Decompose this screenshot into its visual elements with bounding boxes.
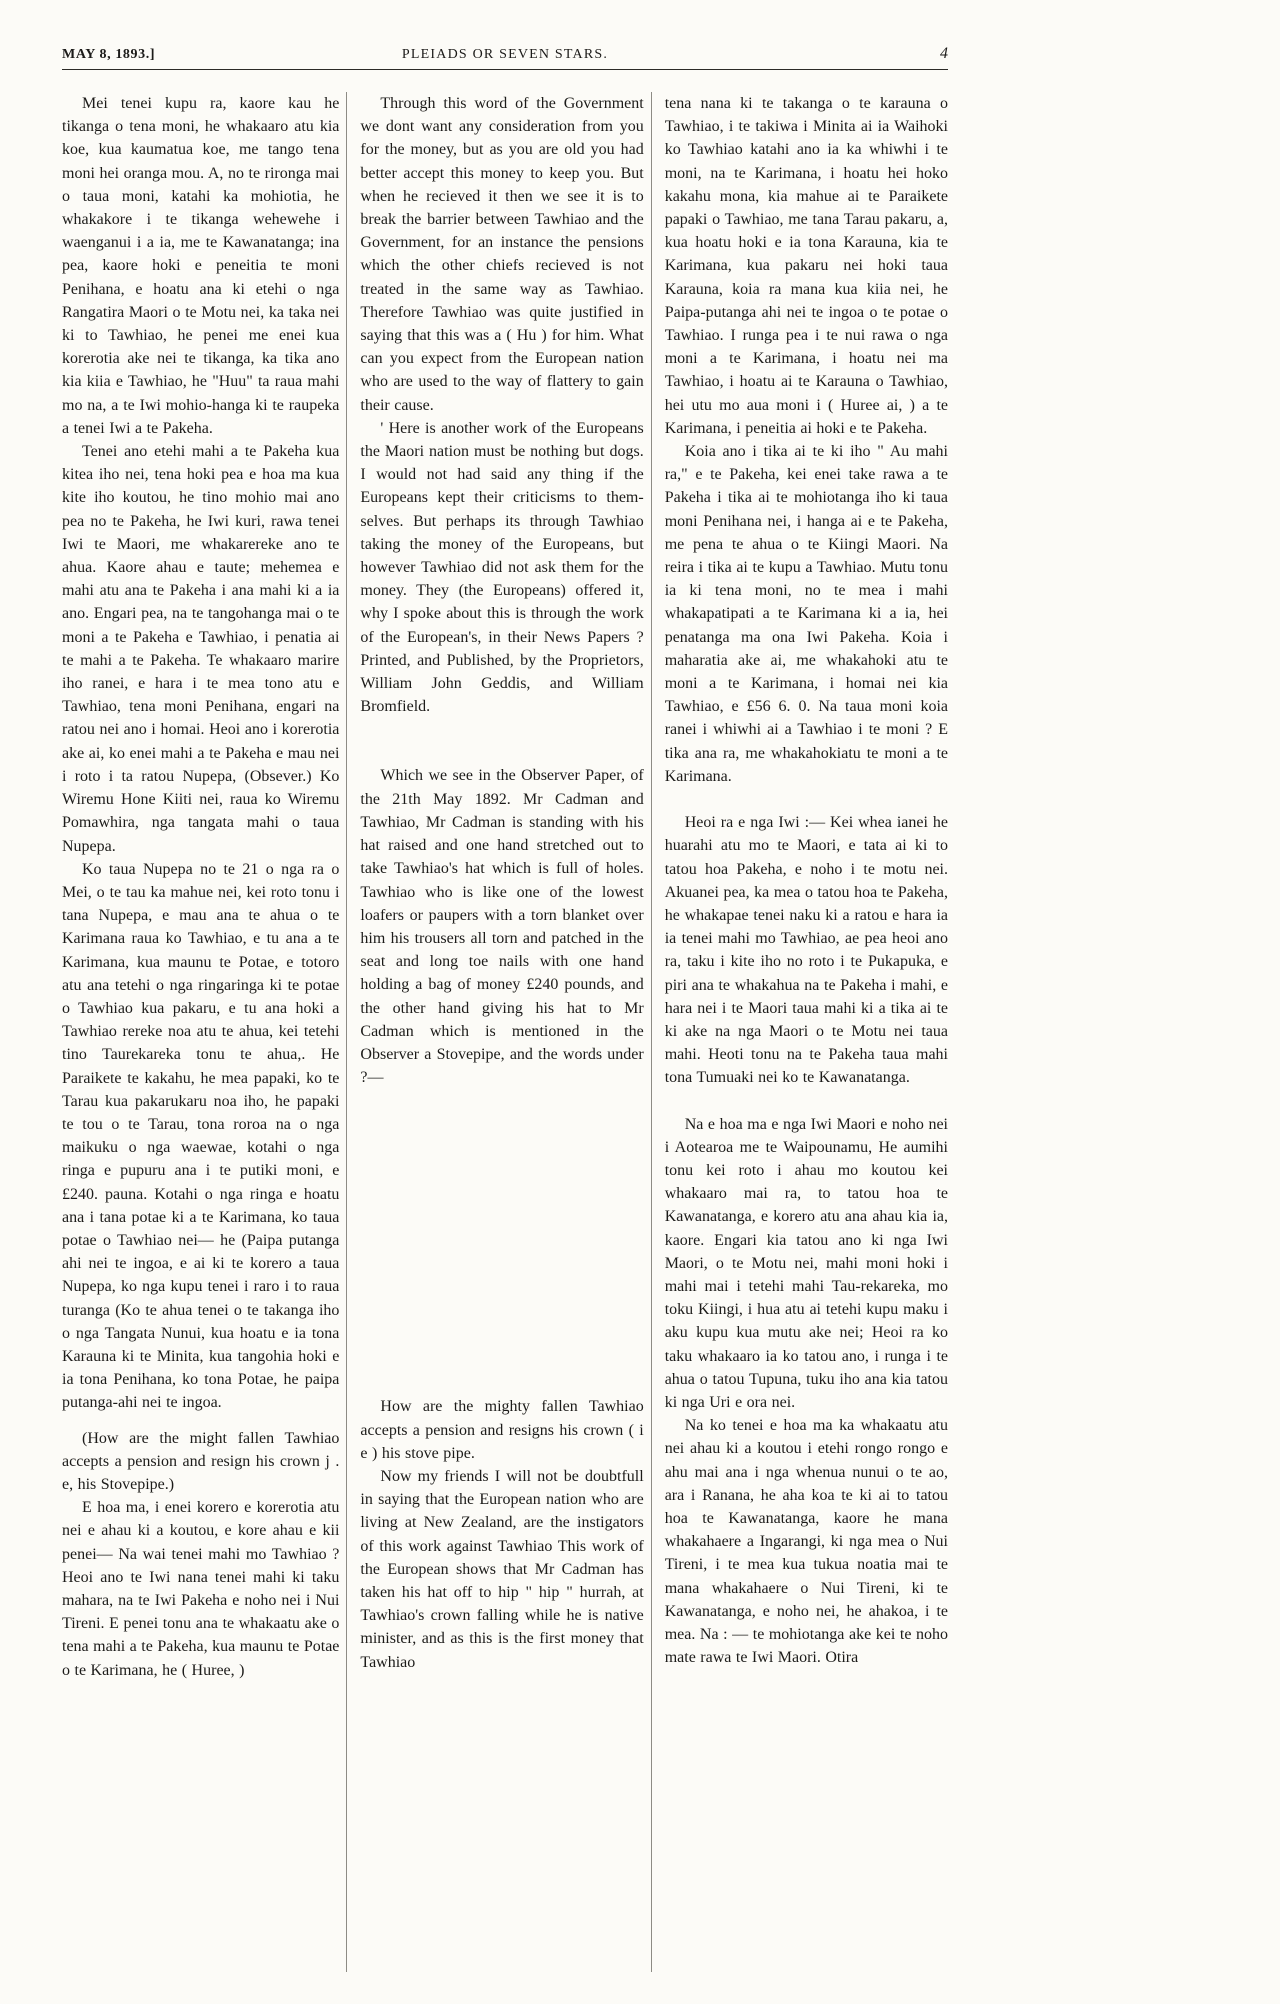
paragraph: Na e hoa ma e nga Iwi Maori e noho nei i Aotearoa me te Waipounamu, He aumihi tonu kei roto i ahau mo koutou kei whakaaro mai ra, to tatou hoa te Kawanatanga, e korero atu ana ahau kia ia, kaore. Engari kia tatou ano ki nga Iwi Maori, o te Motu nei, mahi moni hoki i mahi mai i tetehi mahi Tau-rekareka, mo toku Kiingi, i hua atu ai tetehi kupu maku i aku kupu kua mutu ake nei; Heoi ra ko taku whakaaro ia ko tatou ano, i runga i te ahua o tatou Tupuna, tuku iho ana kia tatou ki nga Uri e ora nei. [664, 1115, 948, 1411]
column-left [62, 92, 339, 1972]
page-header [62, 46, 948, 63]
page-title: PLEIADS OR SEVEN STARS. [401, 47, 609, 62]
column-middle [346, 92, 643, 1972]
article-columns [62, 92, 948, 1972]
paragraph: Ko taua Nupepa no te 21 o nga ra o Mei, o te tau ka mahue nei, kei roto tonu i tana Nupepa, e mau ana te ahua o te Karimana raua ko Tawhiao, e tu ana a te Karimana, kua maunu te Potae, e totoro atu ana tetehi o nga ringaringa ki te potae o Tawhiao kua pakaru, e tu ana hoki a Tawhiao rereke noa atu te ahua, kei tetehi tino Taurekareka tonu te ahua,. He Paraikete te kakahu, he mea papaki, ko te Tarau kua pakarukaru noa iho, he papaki te tou o te Tarau, tona roroa na o nga maikuku o nga waewae, kotahi o nga ringa e pupuru ana i te putiki moni, e £240. pauna. Kotahi o nga ringa e hoatu ana i tana potae ki a te Karimana, ko taua potae o Tawhiao nei— he (Paipa putanga ahi nei te ingoa, e ai ki te korero a taua Nupepa, ko nga kupu tenei i raro i to raua turanga (Ko te ahua tenei o te takanga iho o nga Tangata Nunui, kua hoatu e ia tona Karauna ki te Minita, kua tangohia hoki e ia tona Penihana, ko tona Potae, he paipa putanga-ahi nei te ingoa. [62, 860, 340, 1412]
page-content [62, 46, 948, 1972]
paragraph: Tenei ano etehi mahi a te Pakeha kua kitea iho nei, tena hoki pea e hoa ma kua kite iho koutou, he tino mohio mai ano pea no te Pakeha, he Iwi kuri, rawa tenei Iwi te Maori, me whakarereke ano te ahua. Kaore ahau e taute; mehemea e mahi atu ana te Pakeha i ana mahi ki a ia ano. Engari pea, na te tangohanga mai o te moni a te Pakeha e Tawhiao, i penatia ai te mahi a te Pakeha. Te whakaaro marire iho ranei, e hara i te mea tono atu e Tawhiao, tena moni Penihana, engari na ratou nei ano i homai. Heoi ano i korerotia ake ai, ko enei mahi a te Pakeha e mau nei i roto i ta ratou Nupepa, (Obsever.) Ko Wiremu Hone Kiiti nei, raua ko Wiremu Pomawhira, nga tangata mahi o taua Nupepa. [62, 443, 340, 855]
paragraph: tena nana ki te takanga o te karauna o Tawhiao, i te takiwa i Minita ai ia Waihoki ko Tawhiao katahi ano ia ka whiwhi i te moni, na te Karimana, i hoatu hei hoko kakahu mona, kia mahue ai te Paraikete papaki o Tawhiao, me tana Tarau pakaru, a, kua hoatu hoki e ia tona Karauna, kia te Karimana, kua pakaru nei hoki taua Karauna, koia ra mana kua kiia nei, he Paipa-putanga ahi nei te ingoa o te potae o Tawhiao. I runga pea i te nui rawa o nga moni a te Karimana, i hoatu nei ma Tawhiao, i hoatu ai te Karauna o Tawhiao, hei utu mo aua moni i ( Huree ai, ) a te Karimana, i peneitia ai hoki e te Pakeha. [664, 95, 948, 437]
paragraph: Mei tenei kupu ra, kaore kau he tikanga o tena moni, he whakaaro atu kia koe, kua kaumatua koe, me tango tena moni hei oranga mou. A, no te rironga mai o taua moni, katahi ka mohiotia, he whakakore i te tikanga wehewehe i waenganui i a ia, me te Kawanatanga; ina pea, kaore hoki e peneitia te moni Penihana, e hoatu ana ki etehi o nga Rangatira Maori o te Motu nei, ka taka nei ki to Tawhiao, he penei me enei kua korerotia ake nei te tikanga, ka tika ano kia kiia e Tawhiao, he "Huu" ta raua mahi mo na, a te Iwi mohio-hanga ki te raupeka a tenei Iwi a te Pakeha. [62, 95, 340, 437]
page-number: 4 [940, 45, 948, 62]
column-right [651, 92, 948, 1972]
paragraph: E hoa ma, i enei korero e korerotia atu nei e ahau ki a koutou, e kore ahau e kii penei— Na wai tenei mahi mo Tawhiao ? Heoi ano te Iwi nana tenei mahi ki taku mahara, na te Iwi Pakeha e noho nei i Nui Tireni. E penei tonu ana te whakaatu ake o tena mahi a te Pakeha, kua maunu te Potae o te Karimana, he ( Huree, ) [62, 1499, 340, 1679]
paragraph: Na ko tenei e hoa ma ka whakaatu atu nei ahau ki a koutou i etehi rongo rongo e ahu mai ana i nga whenua nunui o te ao, ara i Ranana, he aha koa te ki ai to tatou hoa te Kawanatanga, kaore he mana whakahaere a Ingarangi, ki nga mea o Nui Tireni, i te mea kua tukua noatia mai te mana whakahaere o Nui Tireni, ki te Kawanatanga, e noho nei, he ahakoa, i te mea. Na : — te mohiotanga ake kei te noho mate rawa te Iwi Maori. Otira [664, 1417, 948, 1667]
paragraph: Through this word of the Government we dont want any consideration from you for the money, but as you are old you had better accept this money to keep you. But when he recieved it then we see it is to break the barrier between Tawhiao and the Government, for an instance the pensions which the other chiefs recieved is not treated in the same way as Tawhiao. Therefore Tawhiao was quite justified in saying that this was a ( Hu ) for him. What can you expect from the European nation who are used to the way of flattery to gain their cause. [360, 95, 644, 414]
paragraph: ' Here is another work of the Europeans the Maori nation must be nothing but dogs. I would not had said any thing if the Europeans kept their criticisms to them-selves. But perhaps its through Tawhiao taking the money of the Europeans, but however Tawhiao did not ask them for the money. They (the Europeans) offered it, why I spoke about this is through the work of the European's, in their News Papers ? Printed, and Published, by the Proprietors, William John Geddis, and William Bromfield. [360, 419, 644, 716]
paragraph: (How are the might fallen Tawhiao accepts a pension and resign his crown j . e, his Stovepipe.) [62, 1429, 340, 1493]
paragraph: Now my friends I will not be doubtfull in saying that the European nation who are living at New Zealand, are the instigators of this work against Tawhiao This work of the European shows that Mr Cadman has taken his hat off to hip " hip " hurrah, at Tawhiao's crown falling while he is native minister, and as this is the first money that Tawhiao [360, 1467, 644, 1671]
issue-date: MAY 8, 1893.] [62, 47, 156, 62]
paragraph: Koia ano i tika ai te ki iho " Au mahi ra," e te Pakeha, kei enei take rawa a te Pakeha i tika ai te mohiotanga iho ki taua moni Penihana nei, i hanga ai e te Pakeha, me pena te ahua o te Kiingi Maori. Na reira i tika ai te kupu a Tawhiao. Mutu tonu ia ki tena moni, no te mea i mahi whakapatipati a te Karimana ki a ia, hei penatanga ma ona Iwi Pakeha. Koia i maharatia ake ai, me whakahoki atu te moni a te Karimana, i homai nei kia Tawhiao, e £56 6. 0. Na taua moni koia ranei i whiwhi ai a Tawhiao i te moni ? E tika ana ra, me whakahokiatu te moni a te Karimana. [664, 443, 948, 785]
paragraph: Which we see in the Observer Paper, of the 21th May 1892. Mr Cadman and Tawhiao, Mr Cadman is standing with his hat raised and one hand stretched out to take Tawhiao's hat which is full of holes. Tawhiao who is like one of the lowest loafers or paupers with a torn blanket over him his trousers all torn and patched in the seat and long toe nails with one hand holding a bag of money £240 pounds, and the other hand giving his hat to Mr Cadman which is mentioned in the Observer a Stovepipe, and the words under ?— [360, 767, 644, 1087]
paragraph: Heoi ra e nga Iwi :— Kei whea ianei he huarahi atu mo te Maori, e tata ai ki to tatou hoa Pakeha, e noho i te motu nei. Akuanei pea, ka mea o tatou hoa te Pakeha, he whakapae tenei naku ki a ratou e hara ia ia tenei mahi mo Tawhiao, ae pea heoi ano ra, taku i kite iho no roto i te Pukapuka, e piri ana te whakahua na te Pakeha i mahi, e hara nei i te Maori taua mahi ki a tika ai te ki ake na nga Maori o te Motu nei taua mahi. Heoti tonu na te Pakeha taua mahi tona Tumuaki nei ko te Kawanatanga. [664, 814, 948, 1087]
paragraph: How are the mighty fallen Tawhiao accepts a pension and resigns his crown ( i e ) his stove pipe. [360, 1398, 644, 1462]
header-rule [62, 69, 948, 70]
